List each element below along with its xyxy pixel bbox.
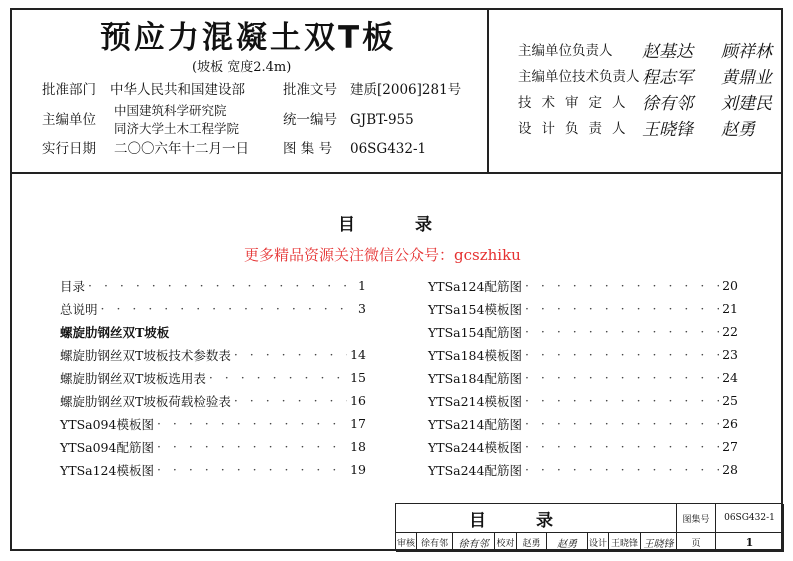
leader-dots bbox=[234, 347, 347, 362]
toc-entry-label: 螺旋肋钢丝双T坡板 bbox=[60, 324, 170, 340]
unified-no-label: 统一编号 bbox=[283, 112, 337, 128]
signature-row bbox=[518, 62, 793, 88]
leader-dots bbox=[525, 324, 719, 339]
toc-entry[interactable] bbox=[428, 389, 738, 412]
leader-dots bbox=[157, 416, 347, 431]
signature-role: 技术审定人 bbox=[518, 95, 636, 111]
toc-entry-page: 3 bbox=[358, 301, 366, 316]
toc-entry-label: YTSa214模板图 bbox=[428, 393, 522, 409]
signature-role: 设计负责人 bbox=[518, 121, 636, 137]
review-label: 审核 bbox=[396, 533, 417, 552]
toc-entry-label: 螺旋肋钢丝双T坡板选用表 bbox=[60, 370, 206, 386]
toc-entry-page: 18 bbox=[350, 439, 366, 454]
leader-dots bbox=[525, 462, 719, 477]
leader-dots bbox=[525, 416, 719, 431]
leader-dots bbox=[157, 439, 347, 454]
toc-entry-label: 总说明 bbox=[60, 301, 98, 317]
toc-entry-label: YTSa094模板图 bbox=[60, 416, 154, 432]
designer: 王晓锋 bbox=[609, 533, 641, 552]
leader-dots bbox=[525, 370, 719, 385]
signature-role: 主编单位负责人 bbox=[518, 43, 613, 59]
toc-entry-label: YTSa154配筋图 bbox=[428, 324, 522, 340]
reviewer-signature: 徐有邻 bbox=[453, 533, 495, 552]
checker: 赵勇 bbox=[517, 533, 547, 552]
toc-entry[interactable] bbox=[428, 297, 738, 320]
toc-entry-page: 14 bbox=[350, 347, 366, 362]
signature-row bbox=[518, 36, 793, 62]
toc-title: 目录 bbox=[338, 215, 492, 235]
signature-row bbox=[518, 114, 793, 140]
handwritten-signature: 黄鼎业 bbox=[721, 67, 772, 88]
title-block-title: 目录 bbox=[396, 504, 677, 533]
toc-entry-page: 28 bbox=[722, 462, 738, 477]
watermark: 更多精品资源关注微信公众号：gcszhiku bbox=[244, 246, 521, 264]
toc-entry[interactable] bbox=[60, 366, 366, 389]
leader-dots bbox=[525, 301, 719, 316]
toc-entry-page: 27 bbox=[722, 439, 738, 454]
leader-dots bbox=[209, 370, 347, 385]
leader-dots bbox=[88, 278, 355, 293]
toc-entry-page: 20 bbox=[722, 278, 738, 293]
toc-entry-page: 15 bbox=[350, 370, 366, 385]
leader-dots bbox=[525, 347, 719, 362]
handwritten-signature: 顾祥林 bbox=[721, 41, 772, 62]
atlas-label: 图集号 bbox=[677, 504, 716, 533]
toc-entry-page: 21 bbox=[722, 301, 738, 316]
handwritten-signature: 王晓锋 bbox=[642, 119, 693, 140]
handwritten-signature: 程志军 bbox=[642, 67, 693, 88]
toc-entry-page: 25 bbox=[722, 393, 738, 408]
toc-entry[interactable] bbox=[428, 458, 738, 481]
toc-entry-label: 目录 bbox=[60, 278, 86, 294]
toc-entry[interactable] bbox=[428, 366, 738, 389]
approval-dept: 中华人民共和国建设部 bbox=[110, 82, 245, 98]
toc-entry-label: YTSa214配筋图 bbox=[428, 416, 522, 432]
subtitle: (坡板 宽度2.4m) bbox=[192, 60, 292, 75]
toc-entry-label: YTSa124配筋图 bbox=[428, 278, 522, 294]
atlas-no: 06SG432-1 bbox=[350, 141, 427, 157]
toc-entry[interactable] bbox=[60, 297, 366, 320]
toc-entry-label: 螺旋肋钢丝双T坡板技术参数表 bbox=[60, 347, 231, 363]
handwritten-signature: 徐有邻 bbox=[642, 93, 693, 114]
leader-dots bbox=[525, 393, 719, 408]
toc-entry[interactable] bbox=[428, 343, 738, 366]
toc-entry-page: 1 bbox=[358, 278, 366, 293]
toc-left-column bbox=[60, 274, 366, 481]
leader-dots bbox=[157, 462, 347, 477]
leader-dots bbox=[234, 393, 347, 408]
editor-label: 主编单位 bbox=[42, 112, 96, 128]
signature-role: 主编单位技术负责人 bbox=[518, 69, 640, 85]
toc-entry-page: 26 bbox=[722, 416, 738, 431]
atlas-no: 06SG432-1 bbox=[716, 504, 784, 533]
page-label: 页 bbox=[677, 533, 716, 552]
toc-entry-label: YTSa124模板图 bbox=[60, 462, 154, 478]
toc-entry[interactable] bbox=[60, 458, 366, 481]
check-label: 校对 bbox=[495, 533, 517, 552]
toc-entry[interactable] bbox=[60, 412, 366, 435]
handwritten-signature: 赵勇 bbox=[721, 119, 755, 140]
leader-dots bbox=[101, 301, 356, 316]
toc-entry-label: YTSa154模板图 bbox=[428, 301, 522, 317]
toc-entry-page: 19 bbox=[350, 462, 366, 477]
toc-entry-page: 23 bbox=[722, 347, 738, 362]
toc-entry-page: 17 bbox=[350, 416, 366, 431]
toc-entry[interactable] bbox=[60, 389, 366, 412]
title-block bbox=[395, 503, 783, 551]
date: 二〇〇六年十二月一日 bbox=[114, 141, 249, 157]
toc-entry-label: YTSa184配筋图 bbox=[428, 370, 522, 386]
toc-entry[interactable] bbox=[428, 320, 738, 343]
toc-entry-label: YTSa244配筋图 bbox=[428, 462, 522, 478]
design-label: 设计 bbox=[588, 533, 609, 552]
editor-1: 中国建筑科学研究院 bbox=[114, 103, 227, 118]
handwritten-signature: 赵基达 bbox=[642, 41, 693, 62]
toc-entry[interactable] bbox=[428, 412, 738, 435]
toc-entry-page: 22 bbox=[722, 324, 738, 339]
divider bbox=[487, 8, 489, 173]
date-label: 实行日期 bbox=[42, 141, 96, 157]
toc-entry-label: YTSa184模板图 bbox=[428, 347, 522, 363]
approval-no-label: 批准文号 bbox=[283, 82, 337, 98]
approval-no: 建质[2006]281号 bbox=[350, 82, 462, 98]
signature-row bbox=[518, 88, 793, 114]
divider bbox=[10, 172, 783, 174]
toc-entry-page: 24 bbox=[722, 370, 738, 385]
leader-dots bbox=[525, 278, 719, 293]
page-number: 1 bbox=[716, 533, 784, 552]
toc-entry[interactable] bbox=[60, 435, 366, 458]
toc-entry[interactable] bbox=[60, 274, 366, 297]
leader-dots bbox=[525, 439, 719, 454]
editor-2: 同济大学土木工程学院 bbox=[114, 121, 240, 136]
designer-signature: 王晓锋 bbox=[641, 533, 677, 552]
toc-entry-label: 螺旋肋钢丝双T坡板荷载检验表 bbox=[60, 393, 231, 409]
signature-panel bbox=[518, 36, 793, 140]
handwritten-signature: 刘建民 bbox=[721, 93, 772, 114]
toc-entry-label: YTSa244模板图 bbox=[428, 439, 522, 455]
toc-right-column bbox=[428, 274, 738, 481]
toc-entry[interactable] bbox=[428, 274, 738, 297]
reviewer: 徐有邻 bbox=[417, 533, 453, 552]
toc-entry[interactable] bbox=[428, 435, 738, 458]
toc-entry-page: 16 bbox=[350, 393, 366, 408]
toc-entry[interactable] bbox=[60, 343, 366, 366]
atlas-no-label: 图 集 号 bbox=[283, 141, 333, 157]
unified-no: GJBT-955 bbox=[350, 112, 414, 128]
toc-entry-label: YTSa094配筋图 bbox=[60, 439, 154, 455]
page-title: 预应力混凝土双T板 bbox=[100, 20, 397, 56]
toc-entry[interactable] bbox=[60, 320, 366, 343]
checker-signature: 赵勇 bbox=[547, 533, 588, 552]
approval-dept-label: 批准部门 bbox=[42, 82, 96, 98]
